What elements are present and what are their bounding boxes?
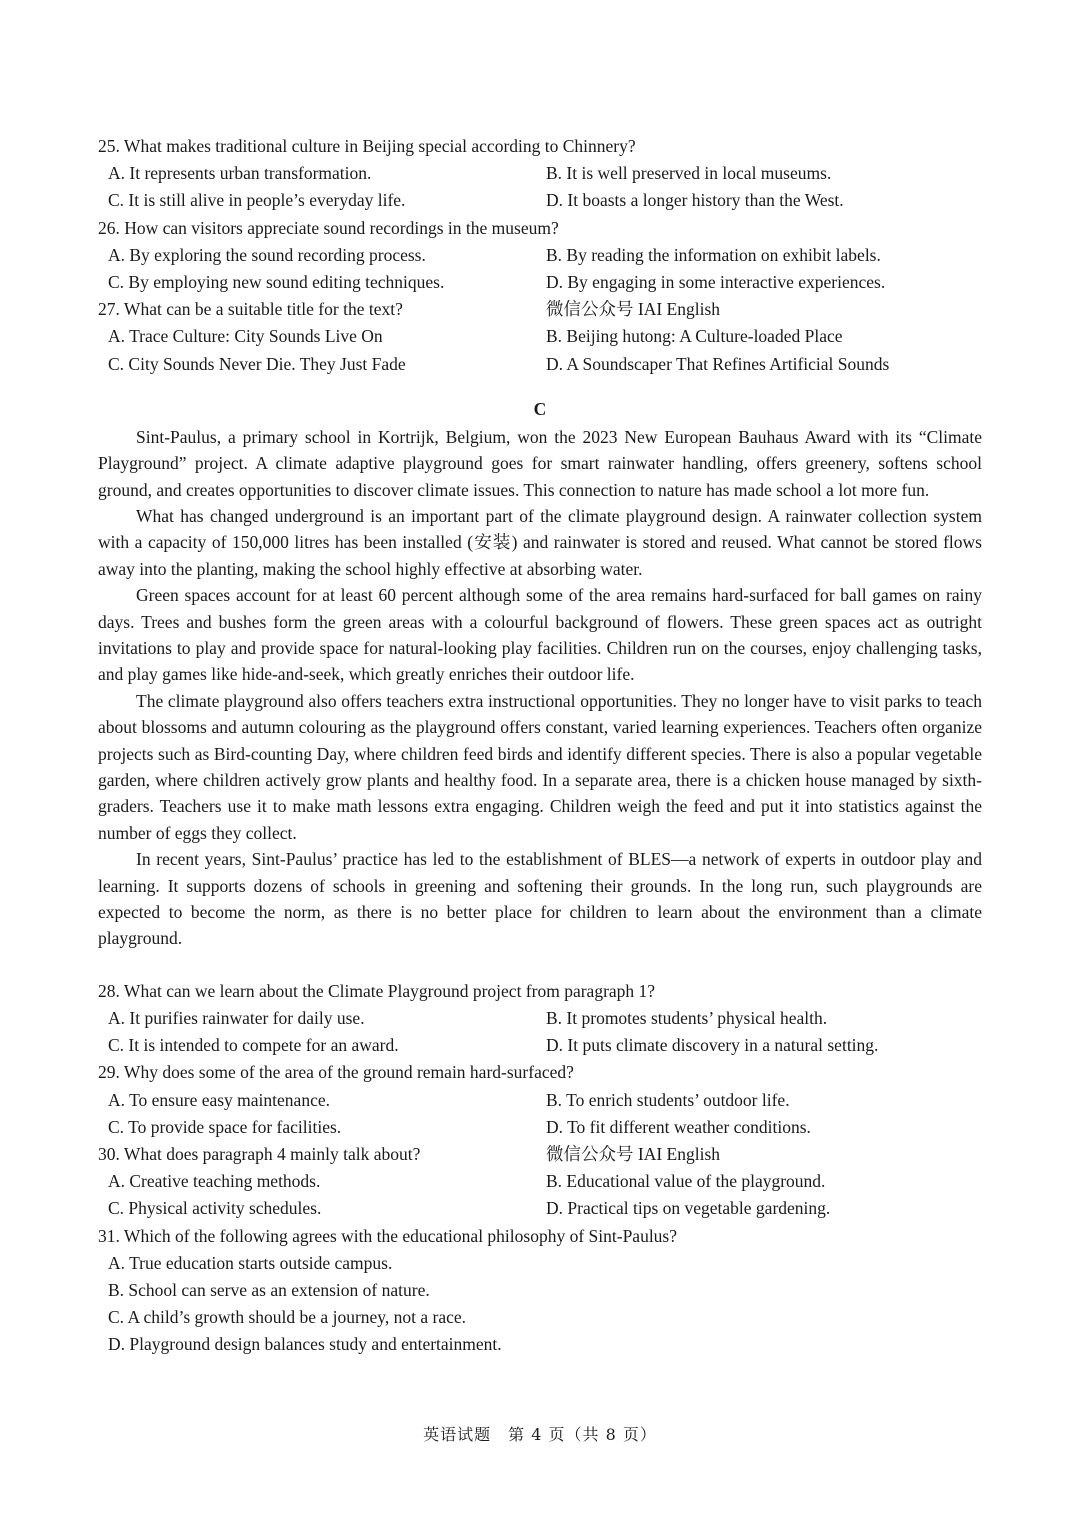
question-30: 30. What does paragraph 4 mainly talk about? — [98, 1143, 421, 1164]
passage-paragraph-3: Green spaces account for at least 60 percent although some of the area remains hard-surfaced for ball games on rainy days. Trees and bushes form the green areas with a colourful background of flowers. These green spaces act as outright invitations to play and provide space for natural-looking play facilities. Children run on the courses, enjoy challenging tasks, and play games like hide-and-seek, which greatly enriches their outdoor life. — [98, 585, 982, 685]
exam-page — [98, 133, 982, 1358]
q25-options-ab — [98, 160, 982, 187]
q27-option-a: A. Trace Culture: City Sounds Live On — [108, 326, 383, 347]
q31-option-b: B. School can serve as an extension of nature. — [108, 1279, 430, 1300]
q29-option-b: B. To enrich students’ outdoor life. — [546, 1089, 790, 1110]
question-29: 29. Why does some of the area of the ground remain hard-surfaced? — [98, 1062, 574, 1083]
q25-option-b: B. It is well preserved in local museums. — [546, 163, 832, 184]
q26-options-cd — [98, 269, 982, 296]
passage-paragraph-5: In recent years, Sint-Paulus’ practice has led to the establishment of BLES—a network of experts in outdoor play and learning. It supports dozens of schools in greening and softening their grounds. In the long run, such playgrounds are expected to become the norm, as there is no better place for children to learn about the environment than a climate playground. — [98, 849, 982, 949]
watermark-text: 微信公众号 IAI English — [546, 299, 721, 320]
q30-option-a: A. Creative teaching methods. — [108, 1171, 321, 1192]
q25-option-a: A. It represents urban transformation. — [108, 163, 372, 184]
q29-options-cd — [98, 1114, 982, 1141]
question-27: 27. What can be a suitable title for the text? — [98, 299, 403, 320]
q26-option-a: A. By exploring the sound recording process. — [108, 244, 426, 265]
q30-options-ab — [98, 1168, 982, 1195]
question-26: 26. How can visitors appreciate sound recordings in the museum? — [98, 217, 559, 238]
passage-paragraph-4: The climate playground also offers teachers extra instructional opportunities. They no longer have to visit parks to teach about blossoms and autumn colouring as the playground offers constant, varied learning experiences. Teachers often organize projects such as Bird-counting Day, where children feed birds and identify different species. There is also a popular vegetable garden, where children actively grow plants and healthy food. In a separate area, there is a chicken house managed by sixth-graders. Teachers use it to make math lessons extra engaging. Children weigh the feed and put it into statistics against the number of eggs they collect. — [98, 690, 982, 843]
q28-options-ab — [98, 1005, 982, 1032]
q30-option-b: B. Educational value of the playground. — [546, 1171, 826, 1192]
passage-paragraph-1: Sint-Paulus, a primary school in Kortrijk, Belgium, won the 2023 New European Bauhaus Award with its “Climate Playground” project. A climate adaptive playground goes for smart rainwater handling, offers greenery, softens school ground, and creates opportunities to discover climate issues. This connection to nature has made school a lot more fun. — [98, 426, 982, 500]
q26-options-ab — [98, 242, 982, 269]
q28-options-cd — [98, 1032, 982, 1059]
q31-option-c: C. A child’s growth should be a journey, not a race. — [108, 1307, 467, 1328]
q26-option-b: B. By reading the information on exhibit labels. — [546, 244, 881, 265]
q29-option-a: A. To ensure easy maintenance. — [108, 1089, 330, 1110]
page-footer: 英语试题 第 4 页（共 8 页） — [423, 1425, 657, 1444]
question-31: 31. Which of the following agrees with the educational philosophy of Sint-Paulus? — [98, 1225, 678, 1246]
q27-option-c: C. City Sounds Never Die. They Just Fade — [108, 353, 406, 374]
q25-option-c: C. It is still alive in people’s everyday life. — [108, 190, 406, 211]
question-30-row — [98, 1141, 982, 1168]
q25-options-cd — [98, 187, 982, 214]
q26-option-d: D. By engaging in some interactive experiences. — [546, 271, 886, 292]
q27-options-ab — [98, 323, 982, 350]
question-27-row — [98, 296, 982, 323]
question-25: 25. What makes traditional culture in Beijing special according to Chinnery? — [98, 136, 636, 156]
passage-c-heading: C — [533, 398, 547, 419]
q28-option-b: B. It promotes students’ physical health. — [546, 1008, 828, 1028]
q27-options-cd — [98, 351, 982, 378]
q29-option-c: C. To provide space for facilities. — [108, 1116, 342, 1137]
q31-option-a: A. True education starts outside campus. — [108, 1252, 393, 1273]
q28-option-a: A. It purifies rainwater for daily use. — [108, 1008, 365, 1028]
q27-option-d: D. A Soundscaper That Refines Artificial Sounds — [546, 353, 890, 374]
q28-option-d: D. It puts climate discovery in a natural setting. — [546, 1035, 879, 1056]
q25-option-d: D. It boasts a longer history than the West. — [546, 190, 844, 211]
passage-paragraph-2: What has changed underground is an important part of the climate playground design. A rainwater collection system with a capacity of 150,000 litres has been installed (安装) and rainwater is stored and reused. What cannot be stored flows away into the planting, making the school highly effective at absorbing water. — [98, 505, 982, 579]
q28-option-c: C. It is intended to compete for an award. — [108, 1035, 399, 1056]
q30-options-cd — [98, 1195, 982, 1222]
q31-option-d: D. Playground design balances study and entertainment. — [108, 1334, 502, 1355]
q29-option-d: D. To fit different weather conditions. — [546, 1116, 811, 1137]
q29-options-ab — [98, 1087, 982, 1114]
q30-option-d: D. Practical tips on vegetable gardening. — [546, 1198, 831, 1219]
question-28: 28. What can we learn about the Climate Playground project from paragraph 1? — [98, 980, 656, 1001]
q27-option-b: B. Beijing hutong: A Culture-loaded Place — [546, 326, 843, 347]
watermark-text: 微信公众号 IAI English — [546, 1143, 721, 1164]
q30-option-c: C. Physical activity schedules. — [108, 1198, 322, 1219]
q26-option-c: C. By employing new sound editing techniques. — [108, 271, 445, 292]
